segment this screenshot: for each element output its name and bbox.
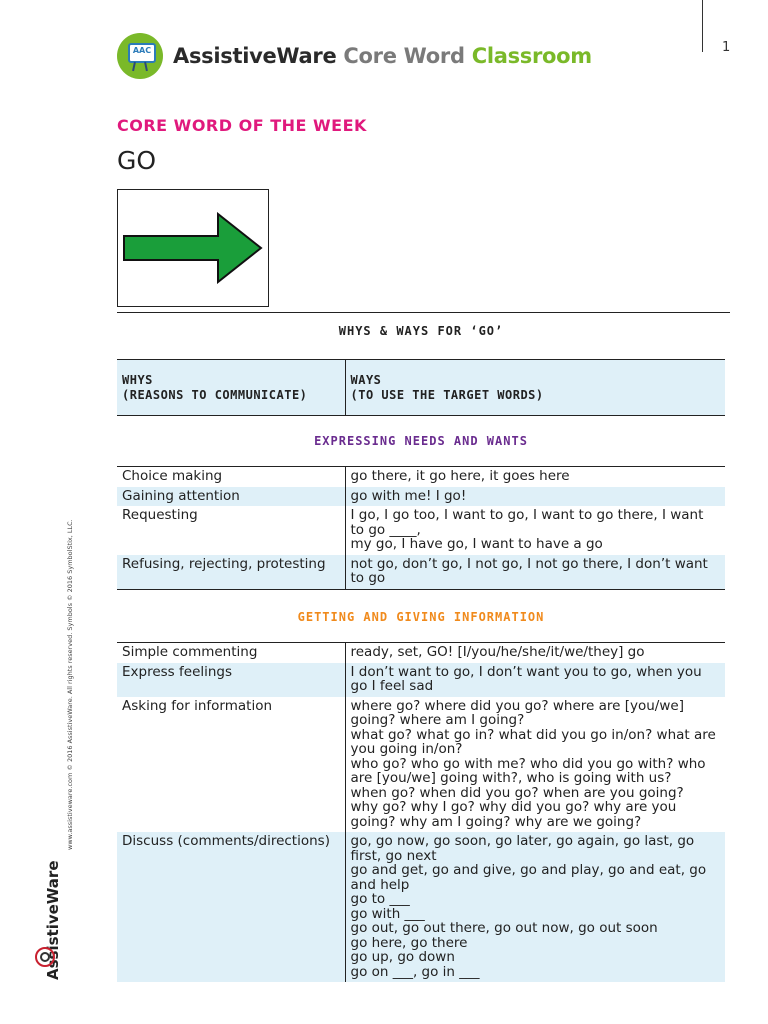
table-row xyxy=(117,467,725,487)
why-cell: Requesting xyxy=(122,507,198,523)
why-cell: Gaining attention xyxy=(117,487,345,507)
ways-line: ready, set, GO! [I/you/he/she/it/we/they] go xyxy=(350,644,645,660)
section-title-info: GETTING AND GIVING INFORMATION xyxy=(297,610,545,624)
why-cell: Simple commenting xyxy=(122,644,258,660)
brand-title xyxy=(173,44,592,68)
why-cell: Express feelings xyxy=(117,663,345,697)
ways-cell xyxy=(345,487,725,507)
needs-rows xyxy=(117,467,725,590)
ways-line: my go, I have go, I want to have a go xyxy=(350,536,603,552)
brand-part-classroom: Classroom xyxy=(471,44,592,68)
main-title: WHYS & WAYS FOR ‘GO’ xyxy=(338,324,504,338)
table-row xyxy=(117,643,725,663)
table-row xyxy=(117,487,725,507)
core-word-kicker: CORE WORD OF THE WEEK xyxy=(117,116,367,135)
ways-line: go, go now, go soon, go later, go again, go last, go first, go next xyxy=(350,833,695,864)
header xyxy=(117,34,592,78)
ways-line: go out, go out there, go out now, go out soon xyxy=(350,920,658,936)
ways-line: why go? why I go? why did you go? why are you going? why am I going? why are we going? xyxy=(350,799,677,830)
table-row xyxy=(117,555,725,590)
ways-cell xyxy=(345,555,725,590)
ways-line: I go, I go too, I want to go, I want to go there, I want to go ____, xyxy=(350,507,704,538)
needs-table xyxy=(117,466,725,590)
ways-cell xyxy=(345,832,725,982)
sidebar-legal: www.assistiveware.com © 2016 AssistiveWare. All rights reserved. Symbols © 2016 SymbolStix, LLC. xyxy=(66,519,74,850)
ways-line: go up, go down xyxy=(350,949,455,965)
ways-line: I don’t want to go, I don’t want you to go, when you go I feel sad xyxy=(350,663,702,694)
page-corner-line xyxy=(702,0,703,52)
ways-header: WAYS (TO USE THE TARGET WORDS) xyxy=(345,360,725,416)
logo-text: AAC xyxy=(132,46,152,55)
ways-line: go there, it go here, it goes here xyxy=(350,468,570,484)
info-table xyxy=(117,642,725,982)
table-row xyxy=(117,663,725,697)
ways-cell xyxy=(345,663,725,697)
symbol-card xyxy=(117,189,269,307)
ways-line: go on ___, go in ___ xyxy=(350,963,480,980)
ways-line: who go? who go with me? who did you go with? who are [you/we] going with?, who is going with us? xyxy=(350,755,706,786)
ways-cell xyxy=(345,506,725,555)
ways-line: go here, go there xyxy=(350,934,468,951)
column-header-table xyxy=(117,359,725,416)
ways-line: go and get, go and give, go and play, go and eat, go and help xyxy=(350,862,707,893)
brand-part-assistiveware: AssistiveWare xyxy=(173,44,337,68)
divider xyxy=(117,312,730,313)
ways-cell xyxy=(345,467,725,487)
sidebar xyxy=(20,510,74,980)
green-right-arrow-icon xyxy=(122,212,264,284)
ways-cell xyxy=(345,697,725,833)
ways-line: what go? what go in? what did you go in/on? what are you going in/on? xyxy=(350,726,716,757)
info-rows xyxy=(117,643,725,983)
sidebar-brand: AssistiveWare xyxy=(44,860,62,980)
page-number: 1 xyxy=(722,40,731,55)
whys-header: WHYS (REASONS TO COMMUNICATE) xyxy=(117,360,345,416)
table-row xyxy=(117,697,725,833)
ways-line: where go? where did you go? where are [you/we] going? where am I going? xyxy=(350,697,684,728)
core-word: GO xyxy=(117,146,157,175)
table-row xyxy=(117,506,725,555)
ways-line: not go, don’t go, I not go, I not go there, I don’t want to go xyxy=(350,555,708,586)
why-cell: Asking for information xyxy=(122,697,273,714)
aac-easel-icon xyxy=(117,33,163,79)
assistiveware-mark-icon xyxy=(32,944,58,970)
ways-line: go to ___ xyxy=(350,891,410,907)
section-title-needs: EXPRESSING NEEDS AND WANTS xyxy=(314,434,528,448)
ways-cell xyxy=(345,643,725,663)
why-cell: Choice making xyxy=(122,468,223,484)
brand-part-core-word: Core Word xyxy=(343,44,465,68)
ways-line: go with me! I go! xyxy=(350,487,467,504)
table-row xyxy=(117,832,725,982)
why-cell: Refusing, rejecting, protesting xyxy=(117,555,345,590)
ways-line: go with ___ xyxy=(350,905,425,922)
why-cell: Discuss (comments/directions) xyxy=(117,832,345,982)
ways-line: when go? when did you go? when are you going? xyxy=(350,784,684,801)
